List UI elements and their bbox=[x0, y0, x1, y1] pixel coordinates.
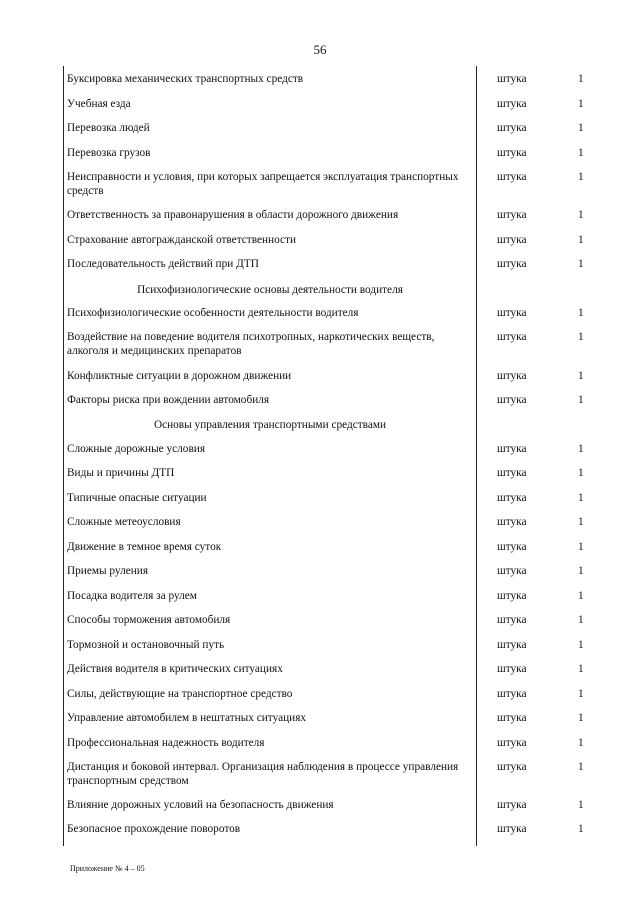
row-unit: штука bbox=[497, 712, 527, 724]
row-unit: штука bbox=[497, 799, 527, 811]
row-qty: 1 bbox=[578, 799, 584, 811]
row-unit: штука bbox=[497, 761, 527, 773]
row-name: Дистанция и боковой интервал. Организация наблюдения в процессе управления транспортным средством bbox=[67, 761, 459, 787]
row-unit: штука bbox=[497, 516, 527, 528]
row-qty: 1 bbox=[578, 234, 584, 246]
footer-note: Приложение № 4 – 05 bbox=[70, 864, 145, 873]
row-name: Буксировка механических транспортных средств bbox=[67, 73, 304, 85]
row-name: Виды и причины ДТП bbox=[67, 467, 175, 479]
row-qty: 1 bbox=[578, 171, 584, 183]
section-heading: Основы управления транспортными средствами bbox=[153, 419, 387, 431]
row-unit: штука bbox=[497, 688, 527, 700]
row-unit: штука bbox=[497, 737, 527, 749]
row-qty: 1 bbox=[578, 688, 584, 700]
row-unit: штука bbox=[497, 663, 527, 675]
row-unit: штука bbox=[497, 639, 527, 651]
row-name: Профессиональная надежность водителя bbox=[67, 737, 265, 749]
row-unit: штука bbox=[497, 443, 527, 455]
row-name: Воздействие на поведение водителя психотропных, наркотических веществ, алкоголя и медицинских препаратов bbox=[67, 331, 435, 357]
row-qty: 1 bbox=[578, 122, 584, 134]
row-qty: 1 bbox=[578, 73, 584, 85]
row-unit: штука bbox=[497, 234, 527, 246]
row-qty: 1 bbox=[578, 443, 584, 455]
row-qty: 1 bbox=[578, 761, 584, 773]
row-name: Перевозка людей bbox=[67, 122, 150, 134]
row-unit: штука bbox=[497, 614, 527, 626]
row-name: Влияние дорожных условий на безопасность движения bbox=[67, 799, 334, 811]
row-name: Последовательность действий при ДТП bbox=[67, 258, 259, 270]
row-unit: штука bbox=[497, 823, 527, 835]
row-name: Страхование автогражданской ответственности bbox=[67, 234, 297, 246]
row-qty: 1 bbox=[578, 492, 584, 504]
row-qty: 1 bbox=[578, 614, 584, 626]
table-column-divider bbox=[476, 66, 477, 846]
row-name: Приемы руления bbox=[67, 565, 149, 577]
row-name: Тормозной и остановочный путь bbox=[67, 639, 225, 651]
row-unit: штука bbox=[497, 98, 527, 110]
row-unit: штука bbox=[497, 73, 527, 85]
row-qty: 1 bbox=[578, 712, 584, 724]
row-qty: 1 bbox=[578, 516, 584, 528]
row-unit: штука bbox=[497, 209, 527, 221]
row-qty: 1 bbox=[578, 737, 584, 749]
section-heading: Психофизиологические основы деятельности водителя bbox=[137, 284, 403, 296]
row-qty: 1 bbox=[578, 147, 584, 159]
row-qty: 1 bbox=[578, 209, 584, 221]
page-number: 56 bbox=[313, 42, 327, 57]
row-name: Посадка водителя за рулем bbox=[67, 590, 197, 602]
row-name: Учебная езда bbox=[67, 98, 131, 110]
row-qty: 1 bbox=[578, 823, 584, 835]
row-qty: 1 bbox=[578, 331, 584, 343]
row-qty: 1 bbox=[578, 370, 584, 382]
row-name: Движение в темное время суток bbox=[67, 541, 222, 553]
row-name: Управление автомобилем в нештатных ситуациях bbox=[67, 712, 307, 724]
row-qty: 1 bbox=[578, 98, 584, 110]
row-name: Силы, действующие на транспортное средство bbox=[67, 688, 293, 700]
row-unit: штука bbox=[497, 394, 527, 406]
row-name: Способы торможения автомобиля bbox=[67, 614, 231, 626]
row-name: Типичные опасные ситуации bbox=[67, 492, 207, 504]
row-name: Сложные дорожные условия bbox=[67, 443, 206, 455]
row-qty: 1 bbox=[578, 639, 584, 651]
row-name: Конфликтные ситуации в дорожном движении bbox=[67, 370, 292, 382]
row-unit: штука bbox=[497, 370, 527, 382]
row-unit: штука bbox=[497, 590, 527, 602]
row-name: Психофизиологические особенности деятельности водителя bbox=[67, 307, 359, 319]
row-qty: 1 bbox=[578, 590, 584, 602]
row-unit: штука bbox=[497, 171, 527, 183]
row-qty: 1 bbox=[578, 467, 584, 479]
row-qty: 1 bbox=[578, 394, 584, 406]
row-name: Безопасное прохождение поворотов bbox=[67, 823, 241, 835]
row-qty: 1 bbox=[578, 663, 584, 675]
row-qty: 1 bbox=[578, 565, 584, 577]
row-name: Ответственность за правонарушения в области дорожного движения bbox=[67, 209, 399, 221]
row-unit: штука bbox=[497, 331, 527, 343]
row-unit: штука bbox=[497, 492, 527, 504]
row-name: Неисправности и условия, при которых запрещается эксплуатация транспортных средств bbox=[67, 171, 459, 197]
row-qty: 1 bbox=[578, 307, 584, 319]
row-unit: штука bbox=[497, 122, 527, 134]
row-unit: штука bbox=[497, 307, 527, 319]
row-unit: штука bbox=[497, 258, 527, 270]
row-unit: штука bbox=[497, 467, 527, 479]
row-name: Факторы риска при вождении автомобиля bbox=[67, 394, 270, 406]
table-left-border bbox=[63, 66, 64, 846]
row-unit: штука bbox=[497, 565, 527, 577]
row-qty: 1 bbox=[578, 258, 584, 270]
row-unit: штука bbox=[497, 147, 527, 159]
row-name: Перевозка грузов bbox=[67, 147, 151, 159]
row-name: Действия водителя в критических ситуациях bbox=[67, 663, 283, 675]
row-name: Сложные метеоусловия bbox=[67, 516, 181, 528]
row-unit: штука bbox=[497, 541, 527, 553]
row-qty: 1 bbox=[578, 541, 584, 553]
